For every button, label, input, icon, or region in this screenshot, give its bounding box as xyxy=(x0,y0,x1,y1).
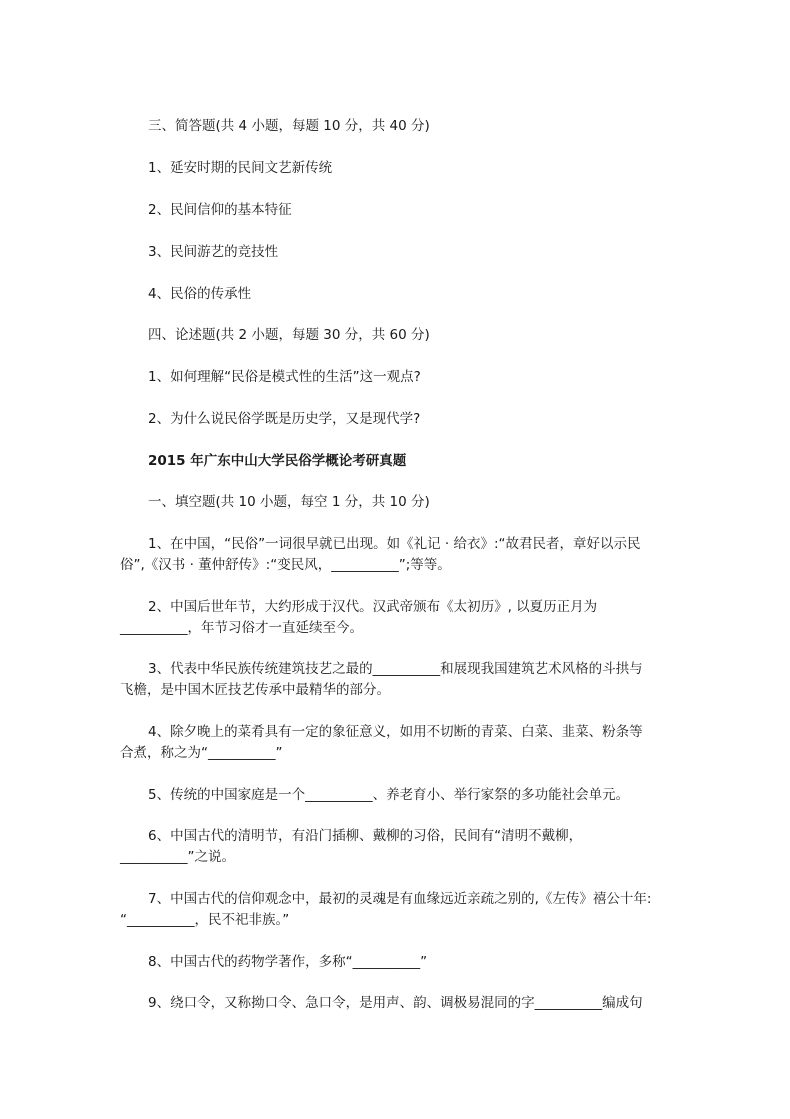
question-3-2: 2、民间信仰的基本特征 xyxy=(148,202,292,218)
fill-3-line-1: 3、代表中华民族传统建筑技艺之最的__________和展现我国建筑艺术风格的斗拱与 xyxy=(148,661,643,677)
fill-3-line-2: 飞檐，是中国木匠技艺传承中最精华的部分。 xyxy=(120,682,390,698)
fill-2-line-2: __________，年节习俗才一直延续至今。 xyxy=(120,620,363,636)
fill-4-line-1: 4、除夕晚上的菜肴具有一定的象征意义，如用不切断的青菜、白菜、韭菜、粉条等 xyxy=(148,724,643,740)
question-3-4: 4、民俗的传承性 xyxy=(148,286,252,302)
fill-4-line-2: 合煮，称之为“__________” xyxy=(120,745,283,761)
section-4-heading: 四、论述题(共 2 小题，每题 30 分，共 60 分) xyxy=(148,327,430,343)
fill-7-line-1: 7、中国古代的信仰观念中，最初的灵魂是有血缘远近亲疏之别的,《左传》禧公十年: xyxy=(148,891,652,907)
fill-2-line-1: 2、中国后世年节，大约形成于汉代。汉武帝颁布《太初历》, 以夏历正月为 xyxy=(148,599,598,615)
question-4-1: 1、如何理解“民俗是模式性的生活”这一观点? xyxy=(148,369,421,385)
fill-9: 9、绕口令，又称拗口令、急口令，是用声、韵、调极易混同的字__________编成句 xyxy=(148,995,643,1011)
fill-1-line-1: 1、在中国，“民俗”一词很早就已出现。如《礼记 · 给衣》:“故君民者，章好以示民 xyxy=(148,536,641,552)
question-4-2: 2、为什么说民俗学既是历史学，又是现代学? xyxy=(148,411,421,427)
section-1-heading: 一、填空题(共 10 小题，每空 1 分，共 10 分) xyxy=(148,494,430,510)
question-3-3: 3、民间游艺的竞技性 xyxy=(148,244,279,260)
fill-8: 8、中国古代的药物学著作，多称“__________” xyxy=(148,954,428,970)
fill-6-line-1: 6、中国古代的清明节，有沿门插柳、戴柳的习俗，民间有“清明不戴柳， xyxy=(148,828,583,844)
fill-5: 5、传统的中国家庭是一个__________、养老育小、举行家祭的多功能社会单元。 xyxy=(148,787,630,803)
fill-7-line-2: “__________，民不祀非族。” xyxy=(120,912,290,928)
fill-1-line-2: 俗”,《汉书 · 董仲舒传》:“变民风，__________”;等等。 xyxy=(120,557,451,573)
exam-title: 2015 年广东中山大学民俗学概论考研真题 xyxy=(148,453,407,469)
section-3-heading: 三、简答题(共 4 小题，每题 10 分，共 40 分) xyxy=(148,118,430,134)
question-3-1: 1、延安时期的民间文艺新传统 xyxy=(148,160,333,176)
fill-6-line-2: __________”之说。 xyxy=(120,849,235,865)
